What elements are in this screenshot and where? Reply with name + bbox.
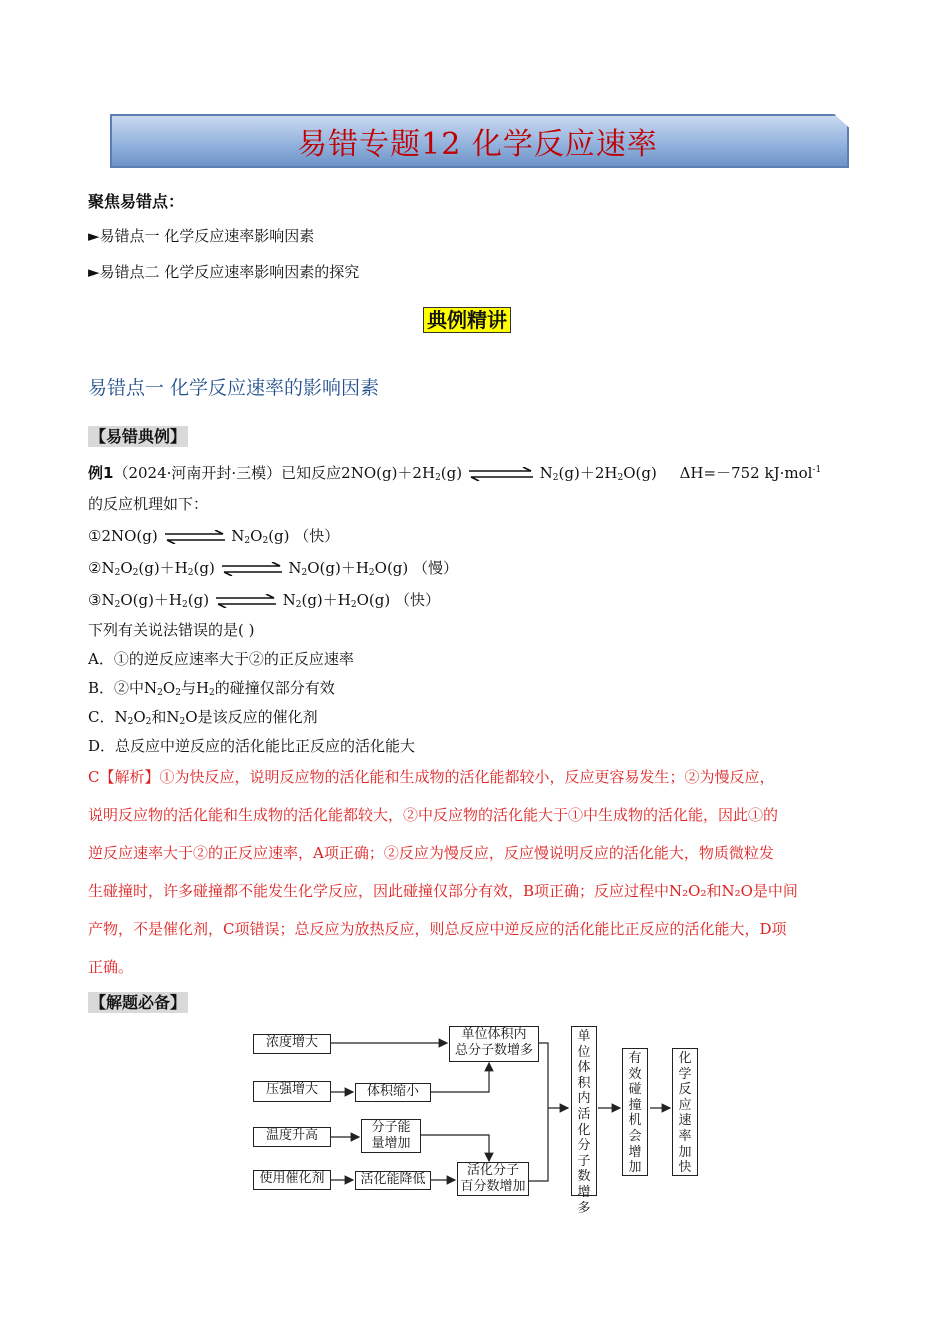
question: 下列有关说法错误的是( ) xyxy=(88,621,255,639)
box-temperature: 温度升高 xyxy=(253,1127,331,1147)
analysis-line-6: 正确。 xyxy=(88,958,134,976)
option-b: B．②中$N_2O_2$与$H_2$的碰撞仅部分有效 xyxy=(88,679,335,698)
analysis-line-4: 生碰撞时，许多碰撞都不能发生化学反应，因此碰撞仅部分有效，B项正确；反应过程中N₂O₂和N₂O是中间 xyxy=(88,882,798,900)
step-3: $③N_2O(g)+H_2(g)$ $N_2(g)+H_2O(g)$ （快） xyxy=(88,591,440,610)
focus-heading: 聚焦易错点： xyxy=(88,192,185,211)
box-effective-collision: 有 效 碰 撞 机 会 增 加 xyxy=(622,1048,648,1176)
page-title: 易错专题12 化学反应速率 xyxy=(297,127,658,162)
focus-item-2: ►易错点二 化学反应速率影响因素的探究 xyxy=(88,263,360,281)
analysis-line-5: 产物，不是催化剂，C项错误；总反应为放热反应，则总反应中逆反应的活化能比正反应的活化能大，D项 xyxy=(88,920,787,938)
analysis-line-2: 说明反应物的活化能和生成物的活化能都较大，②中反应物的活化能大于①中生成物的活化能，因此①的 xyxy=(88,806,779,824)
box-active-per-volume: 单 位 体 积 内 活 化 分 子 数 增 多 xyxy=(571,1026,597,1196)
option-a: A．①的逆反应速率大于②的正反应速率 xyxy=(88,650,354,668)
box-active-percent: 活化分子 百分数增加 xyxy=(457,1162,529,1196)
analysis-line-3: 逆反应速率大于②的正反应速率，A项正确；②反应为慢反应，反应慢说明反应的活化能大，物质微粒发 xyxy=(88,844,774,862)
step-2: $②N_2O_2(g)+H_2(g)$ $N_2O(g)+H_2O(g)$ （慢） xyxy=(88,559,459,578)
box-rate-faster: 化 学 反 应 速 率 加 快 xyxy=(672,1048,698,1176)
box-pressure: 压强增大 xyxy=(253,1081,331,1102)
box-catalyst: 使用催化剂 xyxy=(253,1170,331,1190)
box-volume: 体积缩小 xyxy=(355,1083,431,1102)
focus-item-1: ►易错点一 化学反应速率影响因素 xyxy=(88,227,315,245)
section-label: 典例精讲 xyxy=(423,304,511,333)
option-c: C．$N_2O_2$和$N_2O$是该反应的催化剂 xyxy=(88,708,318,727)
box-total-molecules: 单位体积内 总分子数增多 xyxy=(449,1026,539,1062)
point1-title: 易错点一 化学反应速率的影响因素 xyxy=(88,377,380,399)
option-d: D．总反应中逆反应的活化能比正反应的活化能大 xyxy=(88,737,416,755)
mechanism-intro: 的反应机理如下： xyxy=(88,495,209,513)
example-line-1: 例1（2024·河南开封·三模）已知反应$2NO(g)+2H_2(g)$ $N_2(g)+2H_2O(g)$ ΔH=－752 kJ·mol$^{-1}$ xyxy=(88,464,822,483)
essentials-tag: 【解题必备】 xyxy=(90,993,187,1012)
step-1: ①2NO(g) $N_2O_2(g)$ （快） xyxy=(88,527,340,546)
analysis-line-1: C【解析】①为快反应，说明反应物的活化能和生成物的活化能都较小，反应更容易发生；②为慢反应， xyxy=(88,768,775,786)
example-tag: 【易错典例】 xyxy=(90,427,187,446)
box-activation-lower: 活化能降低 xyxy=(355,1171,431,1190)
box-molecule-energy: 分子能 量增加 xyxy=(361,1119,421,1153)
box-concentration: 浓度增大 xyxy=(253,1034,331,1054)
